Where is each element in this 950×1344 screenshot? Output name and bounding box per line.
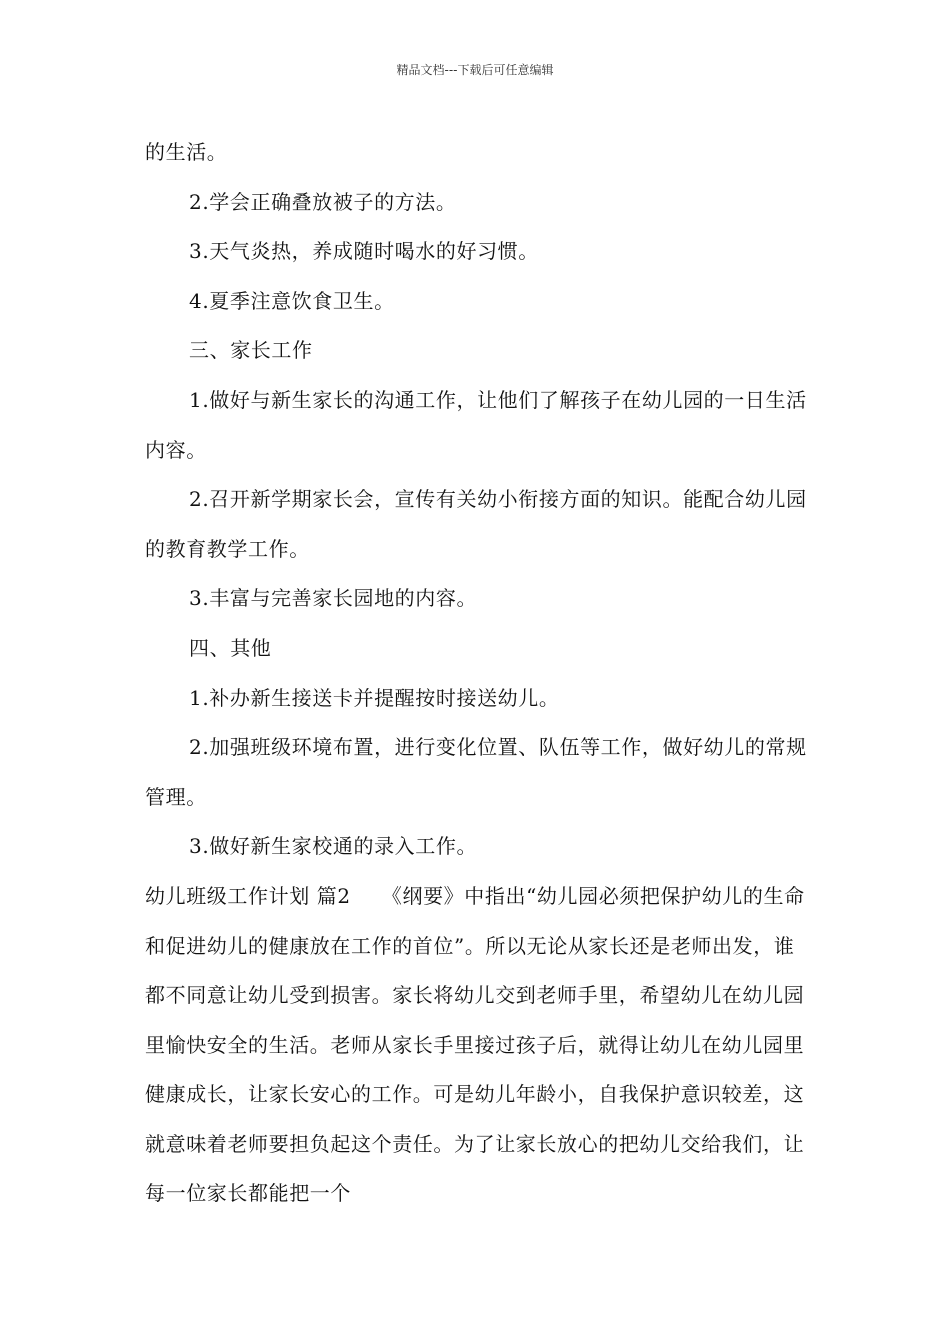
list-item: 4.夏季注意饮食卫生。	[189, 288, 395, 313]
list-item: 1.补办新生接送卡并提醒按时接送幼儿。	[189, 685, 560, 710]
document-body	[145, 128, 807, 1219]
section-heading: 四、其他	[189, 635, 272, 660]
list-item: 3.天气炎热，养成随时喝水的好习惯。	[189, 239, 539, 264]
list-item: 3.做好新生家校通的录入工作。	[189, 834, 478, 859]
list-item: 1.做好与新生家长的沟通工作，让他们了解孩子在幼儿园的一日生活内容。	[145, 387, 807, 462]
paragraph: 幼儿班级工作计划 篇2 《纲要》中指出“幼儿园必须把保护幼儿的生命和促进幼儿的健康放在工作的首位”。所以无论从家长还是老师出发，谁都不同意让幼儿受到损害。家长将幼儿交到老师手里，希望幼儿在幼儿园里愉快安全的生活。老师从家长手里接过孩子后，就得让幼儿在幼儿园里健康成长，让家长安心的工作。可是幼儿年龄小，自我保护意识较差，这就意味着老师要担负起这个责任。为了让家长放心的把幼儿交给我们，让每一位家长都能把一个	[145, 883, 805, 1206]
list-item: 2.召开新学期家长会，宣传有关幼小衔接方面的知识。能配合幼儿园的教育教学工作。	[145, 487, 807, 561]
section-heading: 三、家长工作	[189, 338, 313, 363]
page-header: 精品文档---下载后可任意编辑	[396, 63, 554, 77]
list-item: 2.学会正确叠放被子的方法。	[189, 189, 457, 214]
paragraph: 的生活。	[145, 140, 228, 164]
list-item: 2.加强班级环境布置，进行变化位置、队伍等工作，做好幼儿的常规管理。	[145, 735, 807, 809]
list-item: 3.丰富与完善家长园地的内容。	[189, 586, 478, 611]
